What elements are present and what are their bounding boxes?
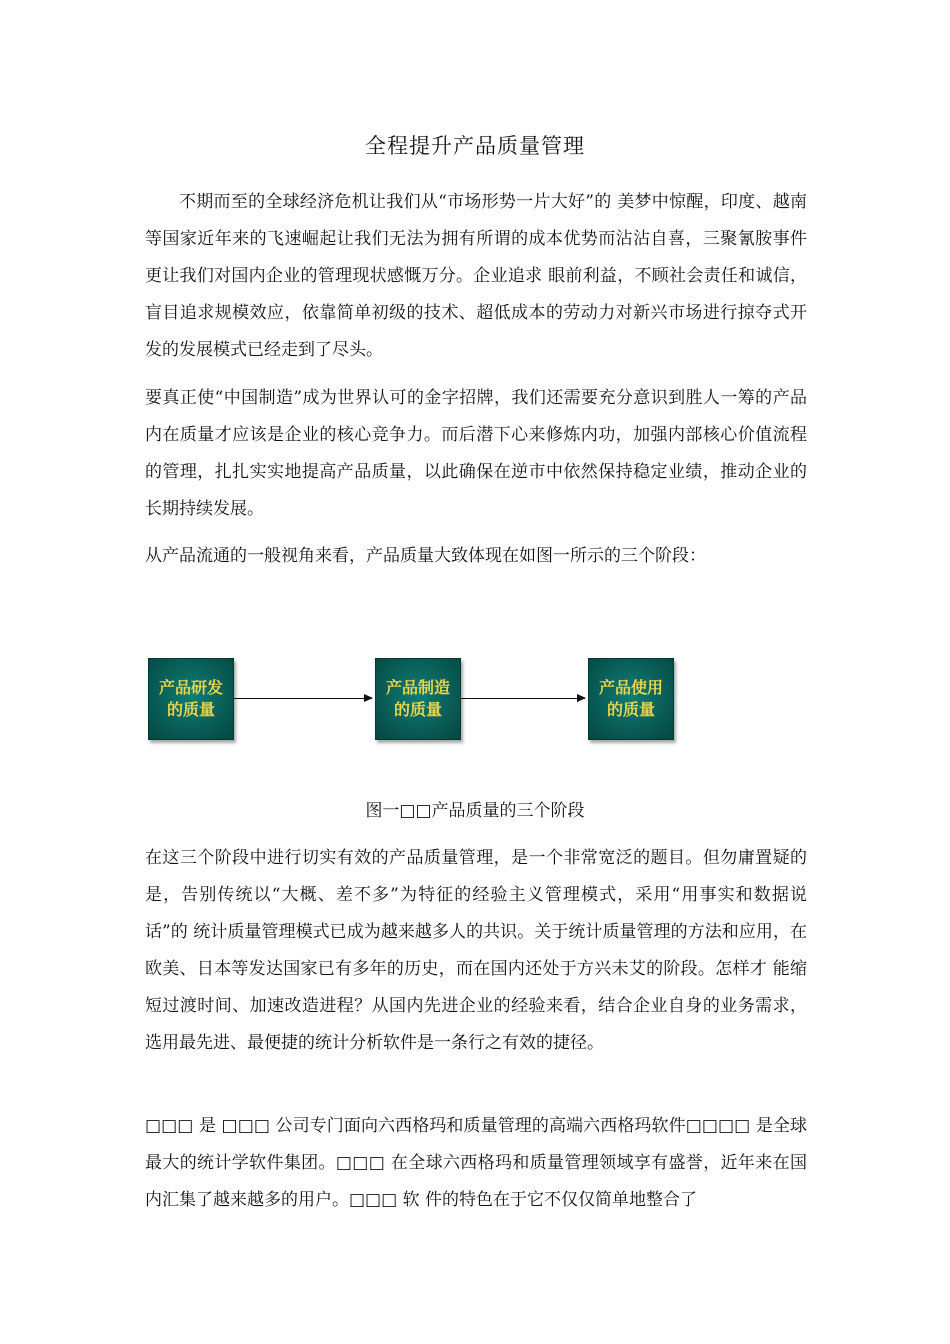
stage-box-manufacturing: 产品制造 的质量 [375,658,461,740]
paragraph-2: 要真正使“中国制造”成为世界认可的金字招牌，我们还需要充分意识到胜人一筹的产品内在质量才应该是企业的核心竞争力。而后潜下心来修炼内功，加强内部核心价值流程的管理，扎扎实实地提高产品质量，以此确保在逆市中依然保持稳定业绩，推动企业的长期持续发展。 [145,388,807,519]
paragraph-3: 从产品流通的一般视角来看，产品质量大致体现在如图一所示的三个阶段： [145,546,706,566]
paragraph-5: □□□ 是 □□□ 公司专门面向六西格玛和质量管理的高端六西格玛软件□□□□ 是全球最大的统计学软件集团。□□□ 在全球六西格玛和质量管理领域享有盛誉，近年来在国内汇集了越来越多的用户。□□□ 软 件的特色在于它不仅仅简单地整合了 [145,1116,807,1210]
figure-caption: 图一□□产品质量的三个阶段 [365,801,585,821]
paragraph-4: 在这三个阶段中进行切实有效的产品质量管理，是一个非常宽泛的题目。但勿庸置疑的是，告别传统以“大概、差不多”为特征的经验主义管理模式，采用“用事实和数据说话”的 统计质量管理模式已成为越来越多人的共识。关于统计质量管理的方法和应用，在欧美、日本等发达国家已有多年的历史，而在国内还处于方兴未艾的阶段。怎样才 能缩短过渡时间、加速改造进程？从国内先进企业的经验来看，结合企业自身的业务需求，选用最先进、最便捷的统计分析软件是一条行之有效的捷径。 [145,848,807,1053]
paragraph-1: 不期而至的全球经济危机让我们从“市场形势一片大好”的 美梦中惊醒，印度、越南等国家近年来的飞速崛起让我们无法为拥有所谓的成本优势而沾沾自喜，三聚氰胺事件更让我们对国内企业的管理现状感慨万分。企业追求 眼前利益，不顾社会责任和诚信，盲目追求规模效应，依靠简单初级的技术、超低成本的劳动力对新兴市场进行掠夺式开发的发展模式已经走到了尽头。 [145,192,807,360]
document-title: 全程提升产品质量管理 [365,134,585,158]
stage-box-usage: 产品使用 的质量 [588,658,674,740]
arrow-right-icon [461,698,585,699]
stage-flow-diagram [148,658,672,742]
stage-box-rnd: 产品研发 的质量 [148,658,234,740]
arrow-right-icon [234,698,372,699]
